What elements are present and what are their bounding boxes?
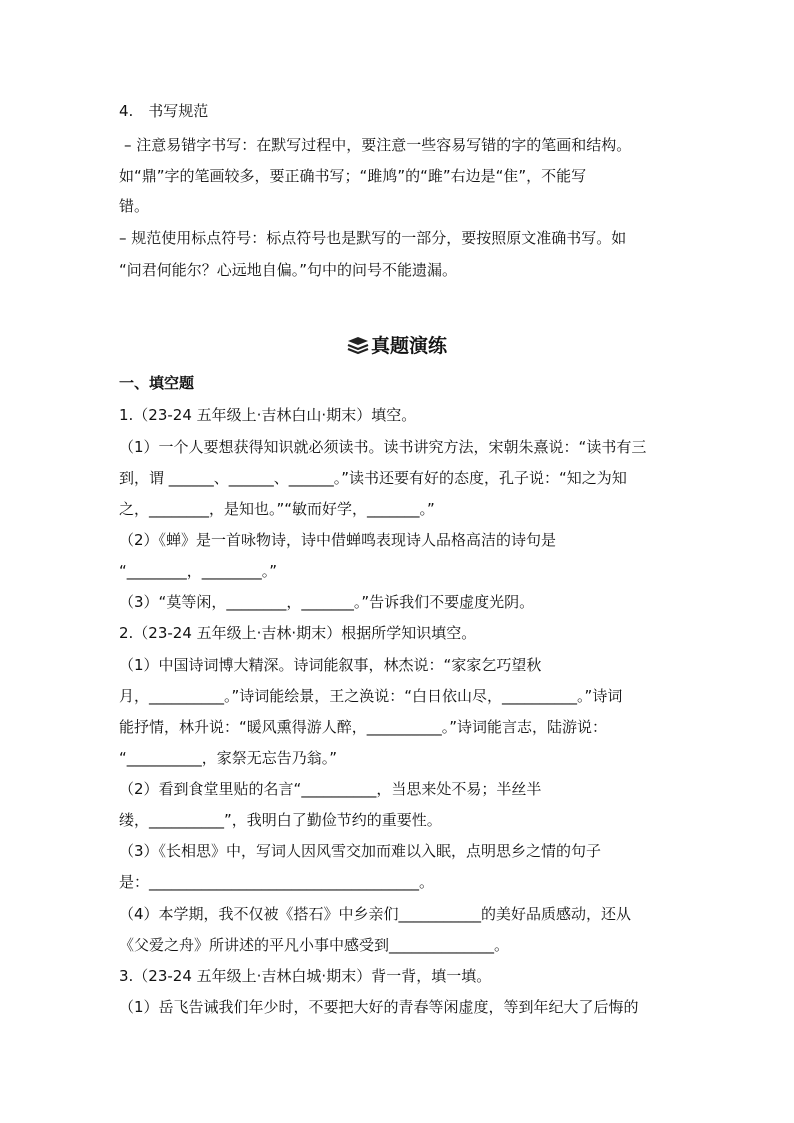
q2-part2-line2: 缕，__________”，我明白了勤俭节约的重要性。 [119,811,442,829]
practice-title-row [0,332,794,360]
q2-part4-line2: 《父爱之舟》所讲述的平凡小事中感受到______________。 [119,936,510,954]
q1-part2-line2: “________，________。” [119,562,278,580]
q2-part4-line1: （4）本学期，我不仅被《搭石》中乡亲们___________的美好品质感动，还从 [119,905,632,923]
sec4-bullet1-line3: 错。 [119,197,150,215]
sec4-bullet2-line1: – 规范使用标点符号：标点符号也是默写的一部分，要按照原文准确书写。如 [119,229,627,247]
q1-part2-line1: （2）《蝉》是一首咏物诗，诗中借蝉鸣表现诗人品格高洁的诗句是 [119,531,557,549]
q2-part1-line2: 月，__________。”诗词能绘景，王之涣说：“白日依山尽，__________。”诗词 [119,687,623,705]
q2-part2-line1: （2）看到食堂里贴的名言“__________，当思来处不易；半丝半 [119,780,542,798]
q2-part1-line4: “__________，家祭无忘告乃翁。” [119,749,338,767]
q2-part3-line2: 是：____________________________________。 [119,873,435,891]
q1-part1-line2: 到，谓 ______、______、______。”读书还要有好的态度，孔子说：“知之为知 [119,469,627,487]
q1-header: 1.（23-24 五年级上·吉林白山·期末）填空。 [119,406,417,424]
q2-part1-line1: （1）中国诗词博大精深。诗词能叙事，林杰说：“家家乞巧望秋 [119,656,542,674]
practice-title: 真题演练 [370,335,447,357]
sec4-bullet1-line1: – 注意易错字书写：在默写过程中，要注意一些容易写错的字的笔画和结构。 [124,136,632,154]
q1-part1-line3: 之，________，是知也。”“敏而好学，_______。” [119,500,435,518]
sec4-bullet2-line2: “问君何能尔？心远地自偏。”句中的问号不能遗漏。 [119,261,458,279]
sec4-bullet1-line2: 如“鼎”字的笔画较多，要正确书写；“雎鸠”的“雎”右边是“隹”，不能写 [119,167,587,185]
q2-part1-line3: 能抒情，林升说：“暖风熏得游人醉，__________。”诗词能言志，陆游说： [119,718,608,736]
q1-part3: （3）“莫等闲，________，_______。”告诉我们不要虚度光阴。 [119,593,535,611]
section-heading-fill-blank: 一、填空题 [119,374,195,392]
q2-part3-line1: （3）《长相思》中，写词人因风雪交加而难以入眠，点明思乡之情的句子 [119,842,602,860]
q3-part1-line1: （1）岳飞告诫我们年少时，不要把大好的青春等闲虚度，等到年纪大了后悔的 [119,998,639,1016]
q2-header: 2.（23-24 五年级上·吉林·期末）根据所学知识填空。 [119,624,477,642]
q1-part1-line1: （1）一个人要想获得知识就必须读书。读书讲究方法，宋朝朱熹说：“读书有三 [119,438,647,456]
q3-header: 3.（23-24 五年级上·吉林白城·期末）背一背，填一填。 [119,967,492,985]
books-icon [347,335,369,355]
sec4-heading: 4. 书写规范 [119,102,209,120]
